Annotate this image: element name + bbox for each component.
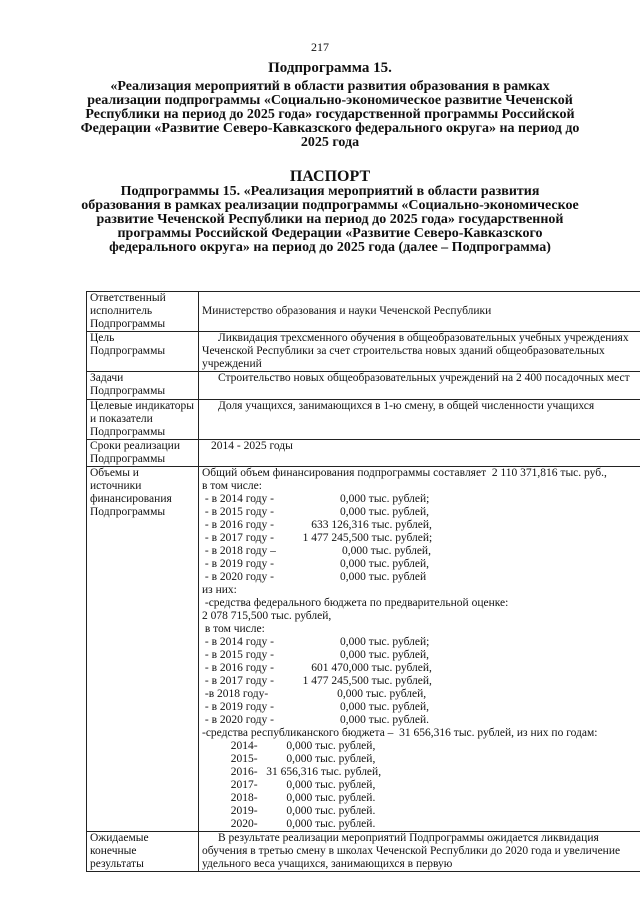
subprogram-title: «Реализация мероприятий в области развития образования в рамках реализации подпрограммы «Социально-экономическое развитие Чеченской Республики на период до 2025 года» государственной программы Российской Федерации «Развитие Северо-Кавказского федерального округа» на период до 2025 года: [80, 79, 580, 150]
financing-line: - в 2014 году - 0,000 тыс. рублей;: [202, 493, 430, 505]
financing-line: 2015- 0,000 тыс. рублей,: [202, 753, 376, 765]
row-label-goal: Цель Подпрограммы: [87, 332, 199, 372]
table-row: [87, 832, 640, 872]
financing-line: 2016- 31 656,316 тыс. рублей,: [202, 766, 382, 778]
financing-line: Общий объем финансирования подпрограммы составляет 2 110 371,816 тыс. руб.,: [202, 467, 607, 479]
table-row: [87, 400, 640, 440]
financing-line: - в 2014 году - 0,000 тыс. рублей;: [202, 636, 430, 648]
financing-line: -в 2018 году- 0,000 тыс. рублей,: [202, 688, 427, 700]
financing-line: 2014- 0,000 тыс. рублей,: [202, 740, 376, 752]
financing-line: -средства федерального бюджета по предварительной оценке:: [202, 597, 509, 609]
row-label-responsible: Ответственный исполнитель Подпрограммы: [87, 292, 199, 332]
row-value-goal: Ликвидация трехсменного обучения в общеобразовательных учебных учреждениях Чеченской Республики за счет строительства новых зданий общеобразовательных учреждений: [199, 332, 640, 372]
row-value-period: 2014 - 2025 годы: [199, 440, 640, 467]
financing-line: - в 2017 году - 1 477 245,500 тыс. рублей,: [202, 675, 432, 687]
financing-line: 2020- 0,000 тыс. рублей.: [202, 818, 376, 830]
financing-line: 2017- 0,000 тыс. рублей,: [202, 779, 376, 791]
financing-line: -средства республиканского бюджета – 31 656,316 тыс. рублей, из них по годам:: [202, 727, 598, 739]
row-label-tasks: Задачи Подпрограммы: [87, 372, 199, 400]
table-row: [87, 332, 640, 372]
financing-line: из них:: [202, 584, 237, 596]
financing-line: - в 2015 году - 0,000 тыс. рублей,: [202, 649, 430, 661]
table-row: [87, 467, 640, 832]
financing-line: - в 2015 году - 0,000 тыс. рублей,: [202, 506, 430, 518]
row-value-indicators: Доля учащихся, занимающихся в 1-ю смену, в общей численности учащихся: [199, 400, 640, 440]
row-value-results: В результате реализации мероприятий Подпрограммы ожидается ликвидация обучения в третью смену в школах Чеченской Республики до 2020 года и увеличение удельного веса учащихся, занимающихся в первую: [199, 832, 640, 872]
subprogram-number: Подпрограмма 15.: [268, 60, 392, 76]
table-row: [87, 440, 640, 467]
row-label-financing: Объемы и источники финансирования Подпрограммы: [87, 467, 199, 832]
row-label-period: Сроки реализации Подпрограммы: [87, 440, 199, 467]
table-row: [87, 372, 640, 400]
financing-line: - в 2016 году - 633 126,316 тыс. рублей,: [202, 519, 432, 531]
financing-line: в том числе:: [202, 623, 265, 635]
passport-title: ПАСПОРТ: [289, 168, 371, 185]
row-label-results: Ожидаемые конечные результаты: [87, 832, 199, 872]
passport-subtitle: Подпрограммы 15. «Реализация мероприятий в области развития образования в рамках реализации подпрограммы «Социально-экономическое развитие Чеченской Республики на период до 2025 года» государственной программы Российской Федерации «Развитие Северо-Кавказского федерального округа» на период до 2025 года (далее – Подпрограмма): [81, 184, 579, 255]
financing-line: 2018- 0,000 тыс. рублей.: [202, 792, 376, 804]
financing-line: - в 2019 году - 0,000 тыс. рублей,: [202, 701, 430, 713]
financing-line: 2019- 0,000 тыс. рублей.: [202, 805, 376, 817]
financing-line: - в 2017 году - 1 477 245,500 тыс. рублей;: [202, 532, 433, 544]
financing-line: - в 2018 году – 0,000 тыс. рублей,: [202, 545, 431, 557]
financing-line: - в 2020 году - 0,000 тыс. рублей.: [202, 714, 430, 726]
financing-line: - в 2019 году - 0,000 тыс. рублей,: [202, 558, 430, 570]
page-number: 217: [311, 40, 329, 54]
table-row: [87, 292, 640, 332]
financing-line: в том числе:: [202, 480, 262, 492]
financing-line: - в 2016 году - 601 470,000 тыс. рублей,: [202, 662, 432, 674]
row-value-responsible: Министерство образования и науки Чеченской Республики: [199, 292, 640, 332]
financing-line: - в 2020 году - 0,000 тыс. рублей: [202, 571, 427, 583]
passport-table: [86, 291, 640, 872]
row-value-tasks: Строительство новых общеобразовательных учреждений на 2 400 посадочных мест: [199, 372, 640, 400]
financing-line: 2 078 715,500 тыс. рублей,: [202, 610, 332, 622]
row-value-financing: [199, 467, 640, 832]
row-label-indicators: Целевые индикаторы и показатели Подпрограммы: [87, 400, 199, 440]
